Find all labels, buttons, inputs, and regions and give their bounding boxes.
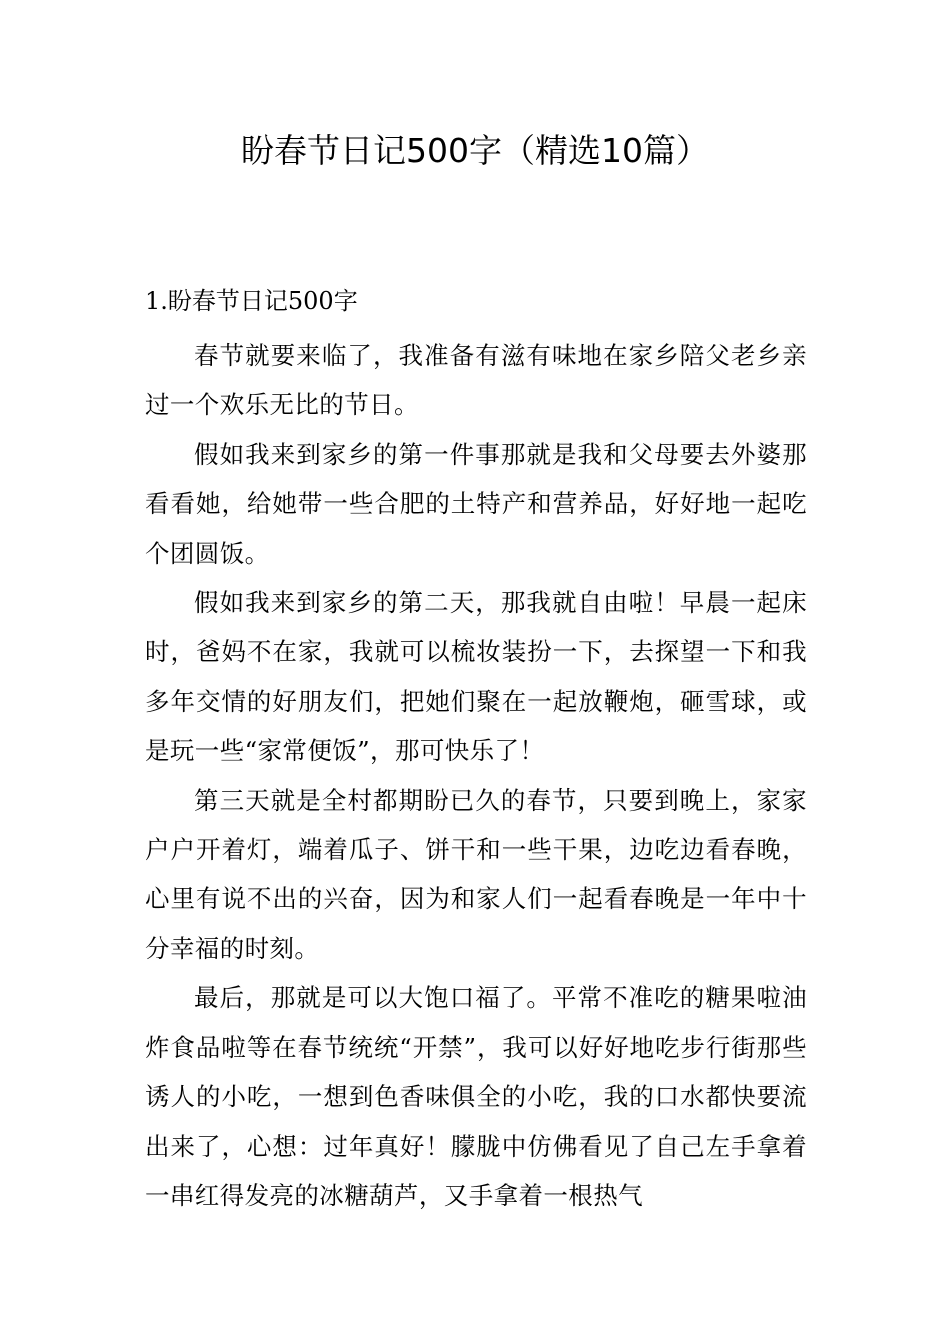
paragraph: 假如我来到家乡的第一件事那就是我和父母要去外婆那看看她，给她带一些合肥的土特产和营养品，好好地一起吃个团圆饭。 (145, 439, 807, 568)
paragraph: 假如我来到家乡的第二天，那我就自由啦！早晨一起床时，爸妈不在家，我就可以梳妆装扮一下，去探望一下和我多年交情的好朋友们，把她们聚在一起放鞭炮，砸雪球，或是玩一些“家常便饭”，那可快乐了！ (145, 588, 807, 766)
paragraph: 第三天就是全村都期盼已久的春节，只要到晚上，家家户户开着灯，端着瓜子、饼干和一些干果，边吃边看春晚，心里有说不出的兴奋，因为和家人们一起看春晚是一年中十分幸福的时刻。 (145, 785, 807, 963)
document-title: 盼春节日记500字（精选10篇） (241, 131, 709, 170)
document-body (145, 331, 807, 1220)
section-heading: 1.盼春节日记500字 (145, 287, 358, 315)
paragraph: 春节就要来临了，我准备有滋有味地在家乡陪父老乡亲过一个欢乐无比的节日。 (145, 341, 807, 420)
paragraph: 最后，那就是可以大饱口福了。平常不准吃的糖果啦油炸食品啦等在春节统统“开禁”，我可以好好地吃步行街那些诱人的小吃，一想到色香味俱全的小吃，我的口水都快要流出来了，心想：过年真好！朦胧中仿佛看见了自己左手拿着一串红得发亮的冰糖葫芦，又手拿着一根热气 (145, 983, 807, 1210)
